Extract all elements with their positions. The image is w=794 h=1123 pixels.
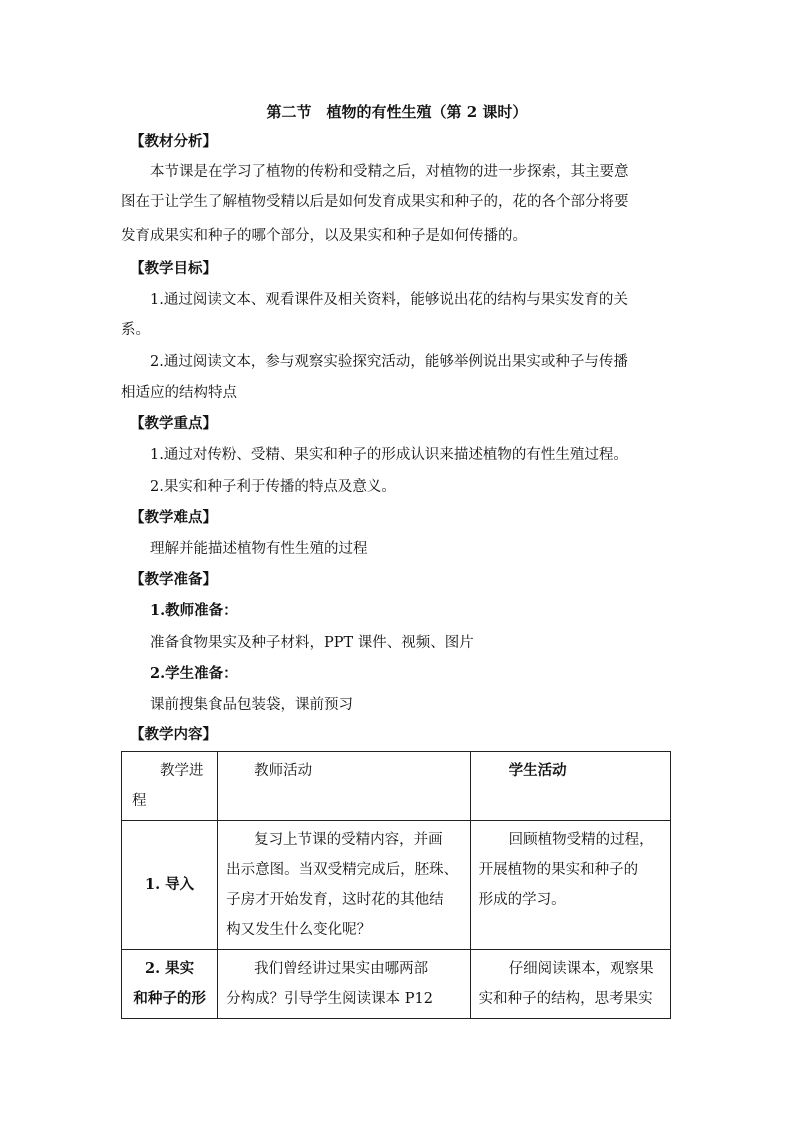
row2-teacher-line-1: 我们曾经讲过果实由哪两部: [254, 961, 429, 977]
row2-stage-line-2: 和种子的形: [133, 990, 206, 1007]
difficulty-text: 理解并能描述植物有性生殖的过程: [150, 541, 368, 557]
row1-teacher-line-4: 构又发生什么变化呢？: [226, 922, 372, 938]
analysis-line-2: 图在于让学生了解植物受精以后是如何发育成果实和种子的，花的各个部分将要: [121, 194, 629, 210]
row1-student-line-1: 回顾植物受精的过程，: [508, 832, 654, 848]
lesson-table: [121, 751, 671, 1019]
header-teacher: [218, 752, 470, 821]
lesson-title: 第二节 植物的有性生殖（第 2 课时）: [266, 103, 528, 121]
key-point-2: 2.果实和种子利于传播的特点及意义。: [150, 479, 396, 495]
row1-teacher-line-3: 子房才开始发育，这时花的其他结: [226, 892, 444, 908]
header-stage-line-1: 教学进: [160, 763, 204, 779]
row2-stage: [122, 950, 218, 1019]
header-teacher-label: 教师活动: [254, 763, 313, 779]
preparation-heading: 【教学准备】: [130, 571, 217, 588]
teacher-prep-text: 准备食物果实及种子材料，PPT 课件、视频、图片: [150, 635, 474, 651]
table-row: [122, 821, 671, 950]
goal2-line-2: 相适应的结构特点: [121, 385, 237, 401]
row2-student-line-2: 实和种子的结构，思考果实: [478, 991, 653, 1007]
key-points-heading: 【教学重点】: [130, 415, 217, 432]
row1-stage: [122, 821, 218, 950]
row2-student-line-1: 仔细阅读课本，观察果: [508, 961, 654, 977]
header-stage-line-2: 程: [132, 793, 147, 809]
header-student-label: 学生活动: [508, 762, 567, 779]
goal2-line-1: 2.通过阅读文本，参与观察实验探究活动，能够举例说出果实或种子与传播: [150, 354, 628, 370]
analysis-heading: 【教材分析】: [130, 133, 217, 150]
row2-student: [470, 950, 670, 1019]
row1-teacher-line-2: 出示意图。当双受精完成后，胚珠、: [226, 862, 459, 878]
table-header-row: [122, 752, 671, 821]
student-prep-text: 课前搜集食品包装袋，课前预习: [150, 697, 353, 713]
analysis-line-1: 本节课是在学习了植物的传粉和受精之后，对植物的进一步探索，其主要意: [150, 164, 629, 180]
row1-student-line-2: 开展植物的果实和种子的: [478, 862, 639, 878]
key-point-1: 1.通过对传粉、受精、果实和种子的形成认识来描述植物的有性生殖过程。: [150, 447, 628, 463]
row1-stage-line-1: 1. 导入: [144, 876, 195, 893]
header-student: [470, 752, 670, 821]
content-heading: 【教学内容】: [130, 726, 217, 743]
row1-teacher: [218, 821, 470, 950]
header-stage: [122, 752, 218, 821]
row2-stage-line-1: 2. 果实: [144, 960, 195, 977]
analysis-line-3: 发育成果实和种子的哪个部分，以及果实和种子是如何传播的。: [121, 228, 527, 244]
row1-student: [470, 821, 670, 950]
goal1-line-2: 系。: [121, 322, 150, 338]
teacher-prep-label: 1.教师准备：: [150, 602, 238, 619]
row1-teacher-line-1: 复习上节课的受精内容，并画: [254, 832, 443, 848]
difficulty-heading: 【教学难点】: [130, 509, 217, 526]
student-prep-label: 2.学生准备：: [150, 665, 238, 682]
row2-teacher-line-2: 分构成？引导学生阅读课本 P12: [226, 991, 433, 1007]
row1-student-line-3: 形成的学习。: [478, 892, 566, 908]
goal1-line-1: 1.通过阅读文本、观看课件及相关资料，能够说出花的结构与果实发育的关: [150, 292, 628, 308]
row2-teacher: [218, 950, 470, 1019]
table-row: [122, 950, 671, 1019]
goals-heading: 【教学目标】: [130, 260, 217, 277]
